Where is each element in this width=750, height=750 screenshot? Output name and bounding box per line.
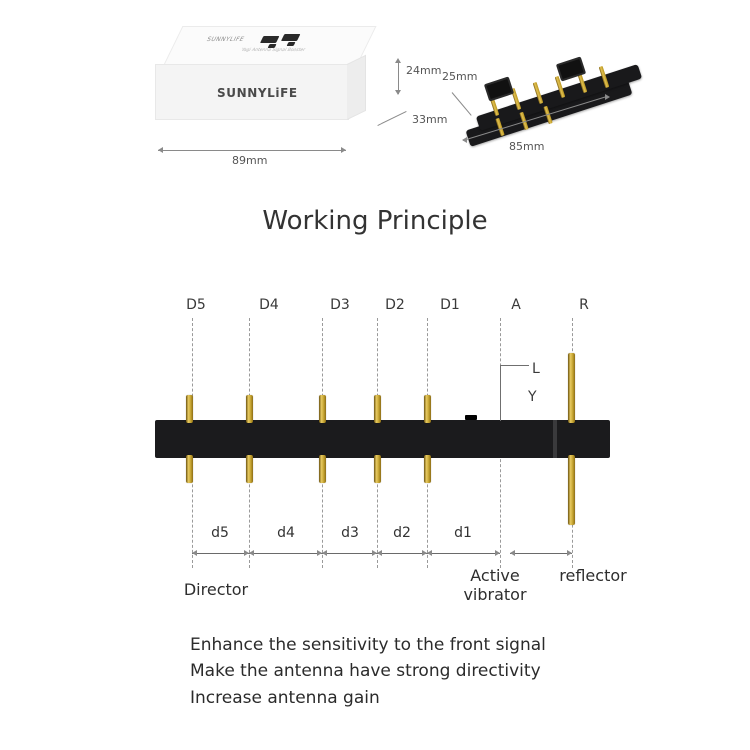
box-height-arrow-up: [395, 58, 401, 63]
product-photo-area: [0, 0, 750, 200]
spacing-arrow: [249, 550, 254, 556]
spacing-label-d2: d2: [393, 525, 411, 541]
spacing-line-d4: [249, 553, 322, 554]
page-title: Working Principle: [262, 206, 488, 236]
spacing-arrow: [495, 550, 500, 556]
box-width-line: [158, 150, 346, 151]
box-top-brand: SUNNYLIFE: [205, 36, 246, 43]
antenna-length-arrow-right: [605, 94, 610, 100]
element-d2-bottom: [374, 455, 381, 483]
box-height-line: [398, 60, 399, 94]
antenna-length-label: 85mm: [509, 140, 545, 153]
caption-active-vibrator-line1: Active: [470, 566, 520, 585]
label-l: L: [532, 361, 540, 377]
antenna-clip: [484, 76, 514, 101]
caption-reflector: reflector: [559, 566, 627, 585]
box-depth-label: 33mm: [412, 113, 448, 126]
spacing-line-d5: [192, 553, 249, 554]
spacing-dimension-row: [0, 547, 750, 561]
caption-director: Director: [183, 580, 249, 599]
box-width-label: 89mm: [232, 154, 268, 167]
ly-bracket: [500, 365, 529, 421]
box-width-arrow-left: [158, 147, 163, 153]
benefit-line-3: Increase antenna gain: [190, 687, 380, 708]
element-r-bottom: [568, 455, 575, 525]
antenna-boom: [155, 420, 610, 458]
spacing-label-d5: d5: [211, 525, 229, 541]
element-d3-top: [319, 395, 326, 423]
box-top-subtitle: Yagi Antenna Signal Booster: [240, 48, 306, 53]
element-label-a: A: [511, 297, 521, 313]
element-label-d5: D5: [186, 297, 206, 313]
spacing-arrow: [322, 550, 327, 556]
element-label-d3: D3: [330, 297, 350, 313]
spacing-line-d1: [427, 553, 500, 554]
element-d1-bottom: [424, 455, 431, 483]
antenna-width-label: 25mm: [442, 70, 478, 83]
element-d3-bottom: [319, 455, 326, 483]
benefits-text: [190, 632, 670, 711]
element-label-d1: D1: [440, 297, 460, 313]
element-label-d2: D2: [385, 297, 405, 313]
box-width-arrow-right: [341, 147, 346, 153]
working-principle-diagram: [0, 285, 750, 615]
spacing-label-d3: d3: [341, 525, 359, 541]
element-d4-top: [246, 395, 253, 423]
spacing-line-d3: [322, 553, 377, 554]
element-d5-top: [186, 395, 193, 423]
boom-feed-notch: [465, 415, 477, 420]
boom-joint: [553, 420, 557, 458]
spacing-line-ar: [510, 553, 572, 554]
spacing-line-d2: [377, 553, 427, 554]
spacing-label-d1: d1: [454, 525, 472, 541]
element-label-d4: D4: [259, 297, 279, 313]
spacing-arrow: [427, 550, 432, 556]
box-height-label: 24mm: [406, 64, 442, 77]
spacing-arrow: [192, 550, 197, 556]
element-r-top: [568, 353, 575, 423]
caption-active-vibrator-line2: vibrator: [463, 585, 527, 604]
element-d5-bottom: [186, 455, 193, 483]
element-d4-bottom: [246, 455, 253, 483]
element-d2-top: [374, 395, 381, 423]
antenna-length-arrow-left: [462, 137, 467, 143]
label-y: Y: [528, 389, 537, 405]
product-box-image: [155, 26, 405, 151]
element-label-r: R: [579, 297, 589, 313]
spacing-label-d4: d4: [277, 525, 295, 541]
element-d1-top: [424, 395, 431, 423]
benefit-line-2: Make the antenna have strong directivity: [190, 661, 541, 682]
box-front-brand: SUNNYLiFE: [217, 86, 298, 100]
spacing-arrow: [377, 550, 382, 556]
spacing-arrow: [510, 550, 515, 556]
spacing-arrow: [567, 550, 572, 556]
box-side-face: [347, 55, 366, 120]
benefit-line-1: Enhance the sensitivity to the front signal: [190, 635, 546, 655]
box-height-arrow-down: [395, 90, 401, 95]
